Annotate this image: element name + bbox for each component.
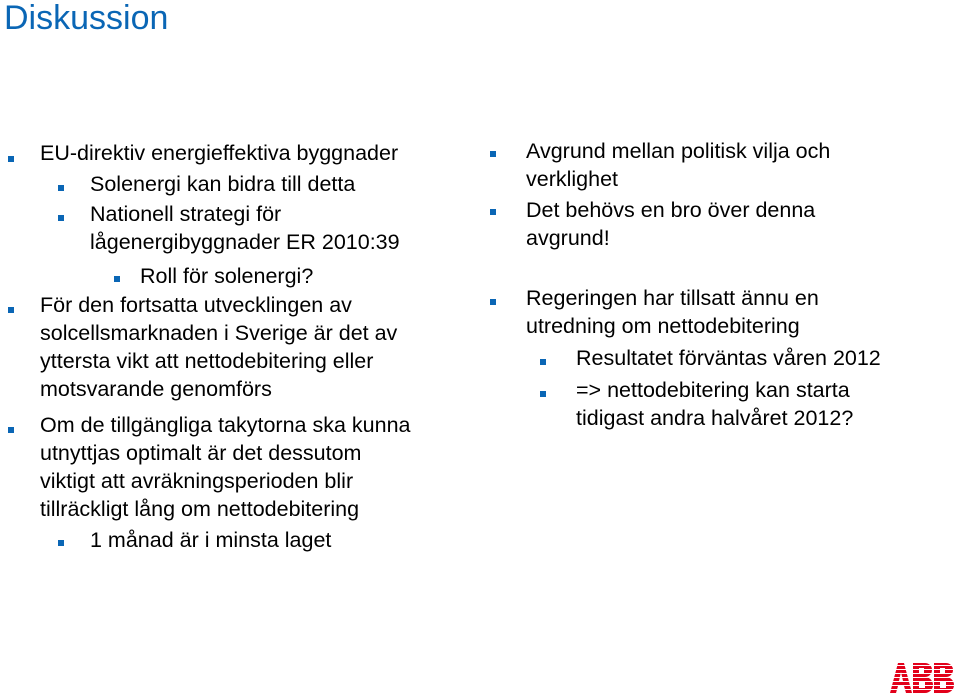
item-text-line: Om de tillgängliga takytorna ska kunna — [40, 413, 411, 437]
bullet-icon — [8, 307, 14, 313]
item-text-line: Nationell strategi för — [90, 202, 282, 226]
list-item-result-expected — [576, 344, 881, 372]
item-text-line: utredning om nettodebitering — [526, 314, 800, 338]
item-text-line: viktigt att avräkningsperioden blir — [40, 469, 354, 493]
bullet-icon — [490, 209, 496, 215]
slide-title: Diskussion — [4, 0, 169, 37]
list-item-solar-contrib — [90, 170, 355, 198]
bullet-icon — [58, 185, 64, 191]
bullet-icon — [540, 391, 546, 397]
bullet-icon — [58, 215, 64, 221]
item-text-line: motsvarande genomförs — [40, 377, 272, 401]
item-text-line: avgrund! — [526, 226, 610, 250]
item-text-line: tillräckligt lång om nettodebitering — [40, 497, 360, 521]
bullet-icon — [540, 359, 546, 365]
list-item-net-billing — [576, 376, 853, 432]
item-text-line: solcellsmarknaden i Sverige är det av — [40, 321, 398, 345]
bullet-icon — [114, 276, 120, 282]
list-item-gap — [526, 137, 830, 193]
item-text-line: verklighet — [526, 167, 619, 191]
bullet-icon — [490, 299, 496, 305]
abb-logo — [888, 662, 956, 694]
bullet-icon — [490, 151, 496, 157]
item-text-line: Regeringen har tillsatt ännu en — [526, 286, 819, 310]
item-text-line: För den fortsatta utvecklingen av — [40, 293, 352, 317]
bullet-icon — [8, 427, 14, 433]
item-text-line: utnyttjas optimalt är det dessutom — [40, 441, 362, 465]
list-item-govt-inquiry — [526, 284, 819, 340]
list-item-eu-directive — [40, 139, 398, 167]
bullet-icon — [8, 156, 14, 162]
item-text-line: Avgrund mellan politisk vilja och — [526, 139, 831, 163]
item-text-line: Det behövs en bro över denna — [526, 198, 816, 222]
item-text: Resultatet förväntas våren 2012 — [576, 346, 881, 370]
list-item-role-solar — [140, 262, 313, 290]
list-item-continued-dev — [40, 291, 397, 403]
item-text-line: lågenergibyggnader ER 2010:39 — [90, 230, 400, 254]
item-text: 1 månad är i minsta laget — [90, 528, 332, 552]
bullet-icon — [58, 540, 64, 546]
item-text-line: tidigast andra halvåret 2012? — [576, 406, 854, 430]
abb-logo-graphic — [888, 662, 956, 694]
list-item-one-month — [90, 526, 331, 554]
list-item-national-strategy — [90, 200, 400, 256]
item-text: Roll för solenergi? — [140, 264, 314, 288]
list-item-bridge — [526, 196, 815, 252]
item-text: EU-direktiv energieffektiva byggnader — [40, 141, 399, 165]
item-text-line: yttersta vikt att nettodebitering eller — [40, 349, 374, 373]
item-text: Solenergi kan bidra till detta — [90, 172, 356, 196]
item-text-line: => nettodebitering kan starta — [576, 378, 850, 402]
list-item-available-roofs — [40, 411, 411, 523]
